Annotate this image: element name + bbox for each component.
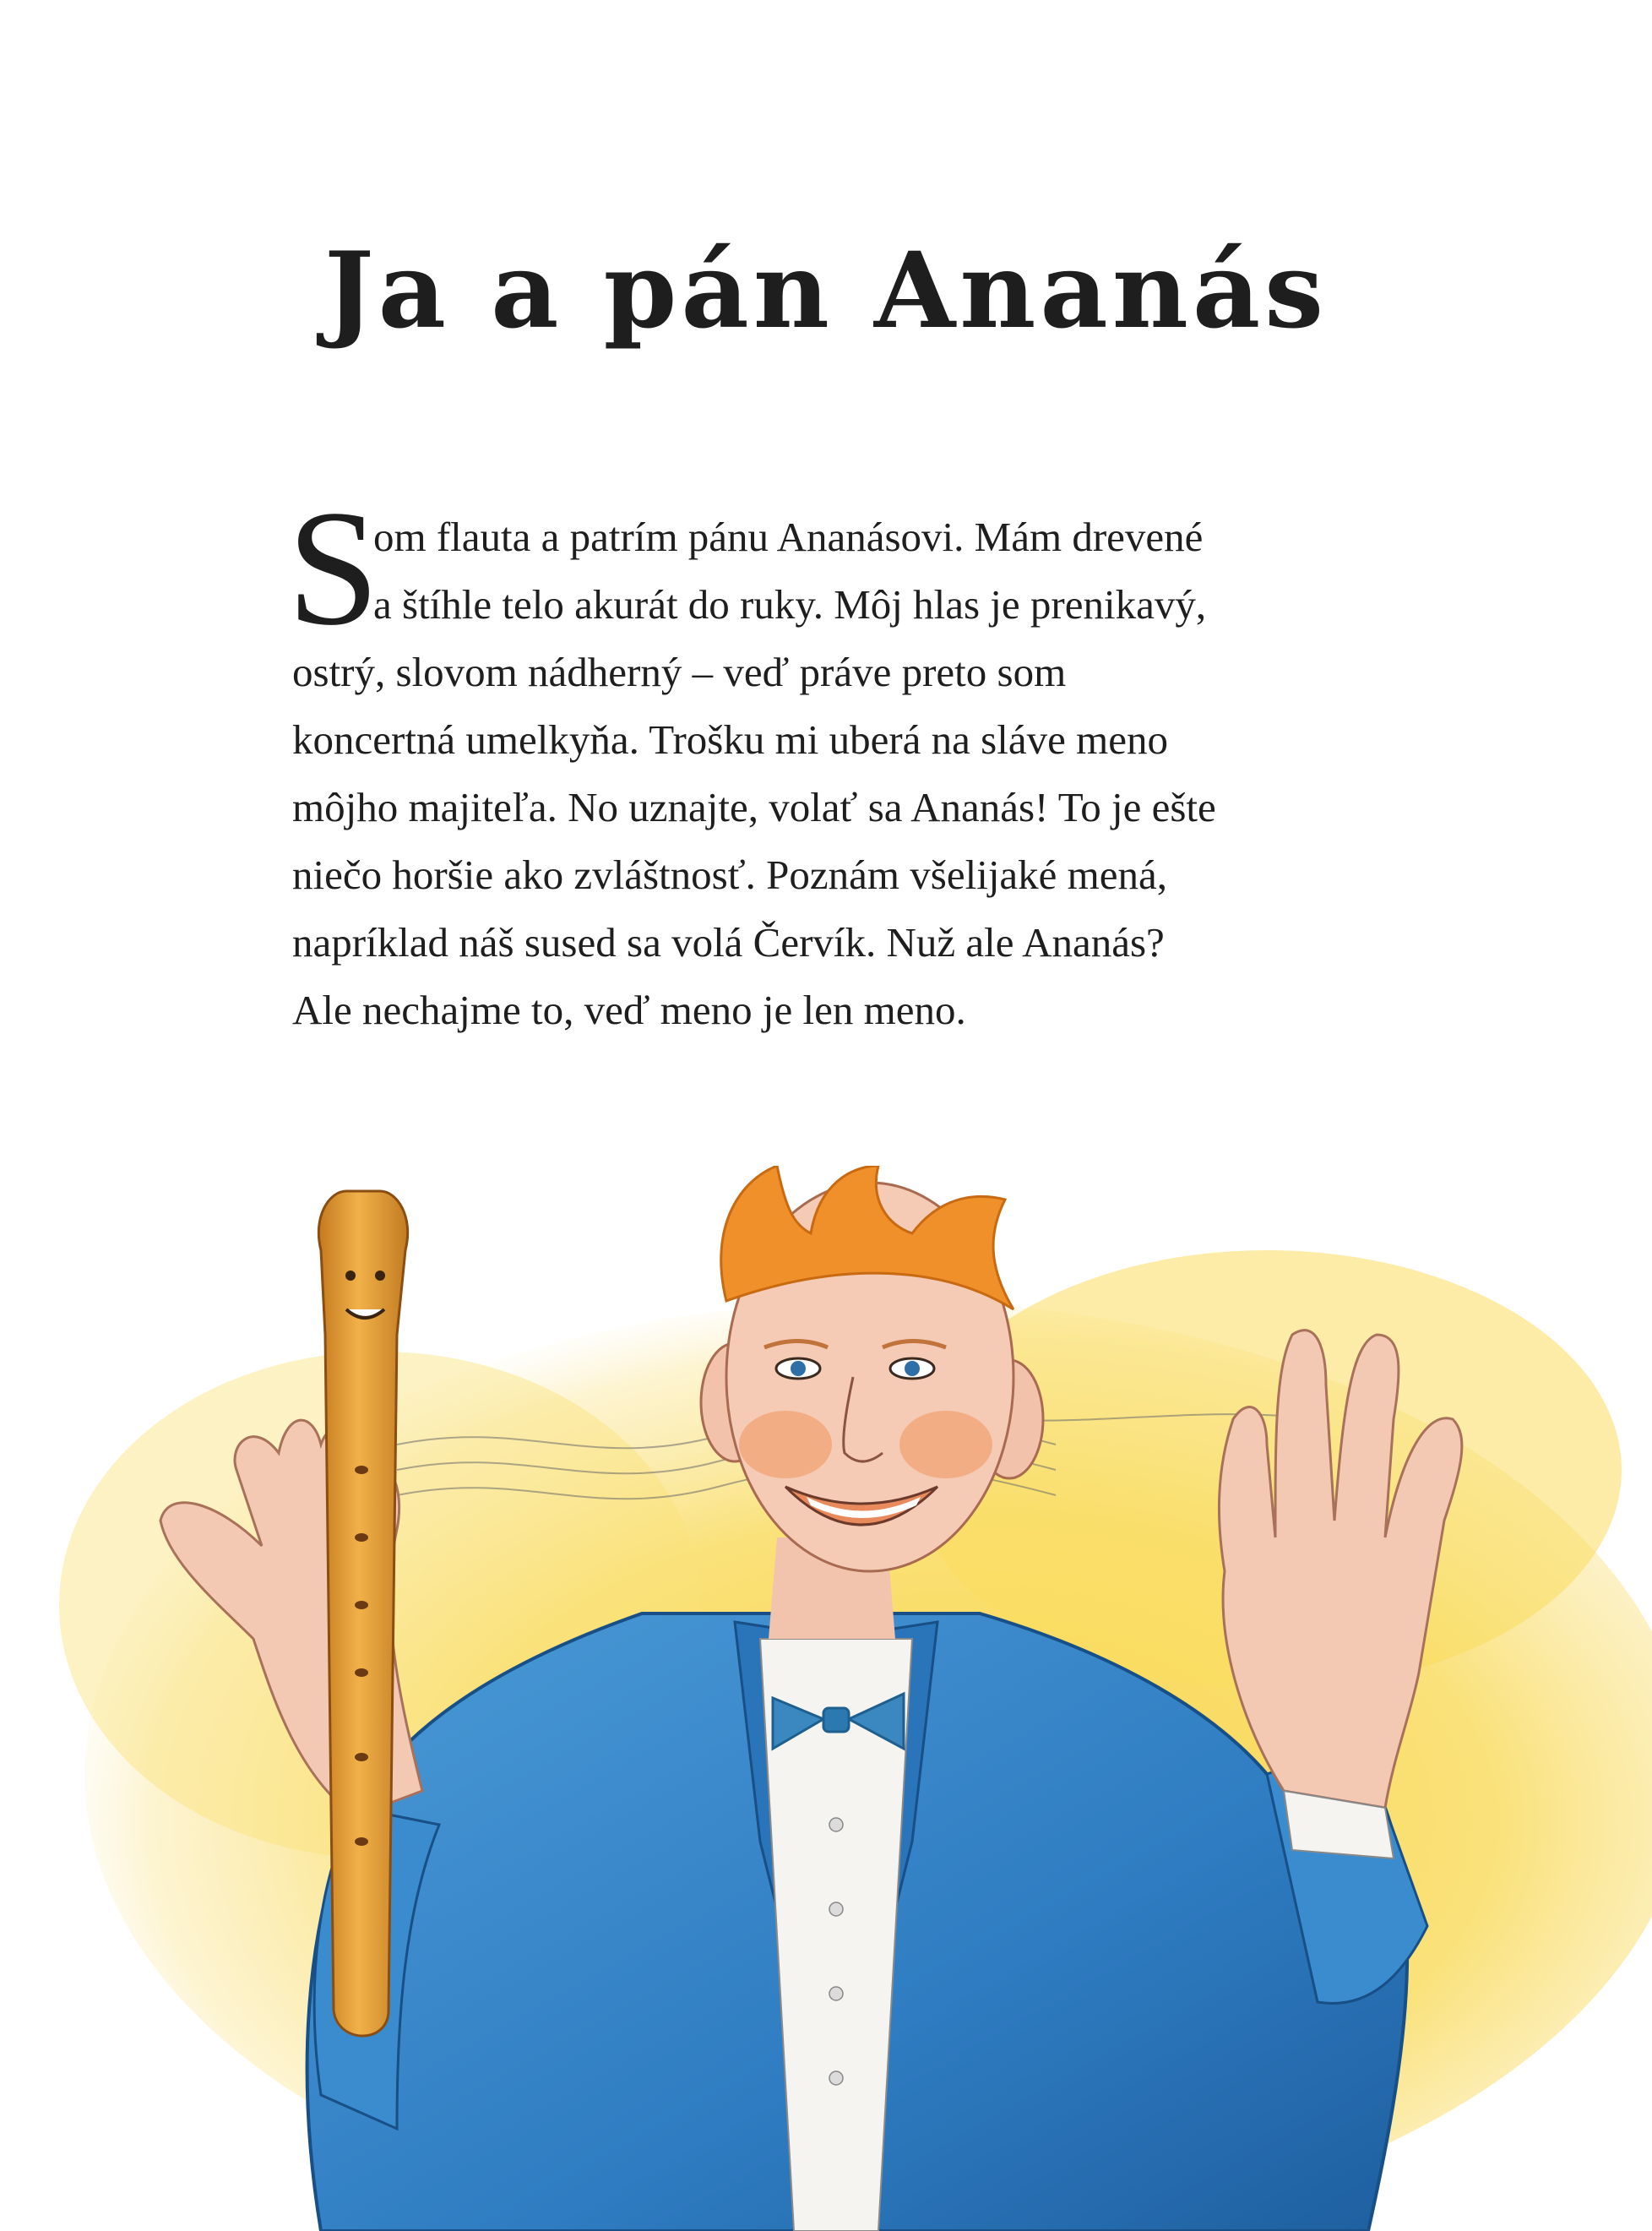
story-line: môjho majiteľa. No uznajte, volať sa Ananás! To je ešte: [292, 784, 1216, 830]
story-line: om flauta a patrím pánu Ananásovi. Mám drevené: [373, 514, 1204, 560]
story-line: Ale nechajme to, veď meno je len meno.: [292, 987, 966, 1033]
story-line: niečo horšie ako zvláštnosť. Poznám všelijaké mená,: [292, 852, 1168, 898]
illustration-man-with-flute: [0, 1166, 1652, 2231]
story-line: koncertná umelkyňa. Trošku mi uberá na sláve meno: [292, 716, 1168, 763]
drop-cap-letter: S: [287, 476, 380, 660]
story-line: napríklad náš sused sa volá Červík. Nuž ale Ananás?: [292, 919, 1165, 966]
story-paragraph: [292, 503, 1390, 1044]
story-line: ostrý, slovom nádherný – veď práve preto som: [292, 649, 1067, 695]
story-line: a štíhle telo akurát do ruky. Môj hlas je prenikavý,: [373, 581, 1207, 628]
page-title: Ja a pán Ananás: [323, 230, 1329, 352]
